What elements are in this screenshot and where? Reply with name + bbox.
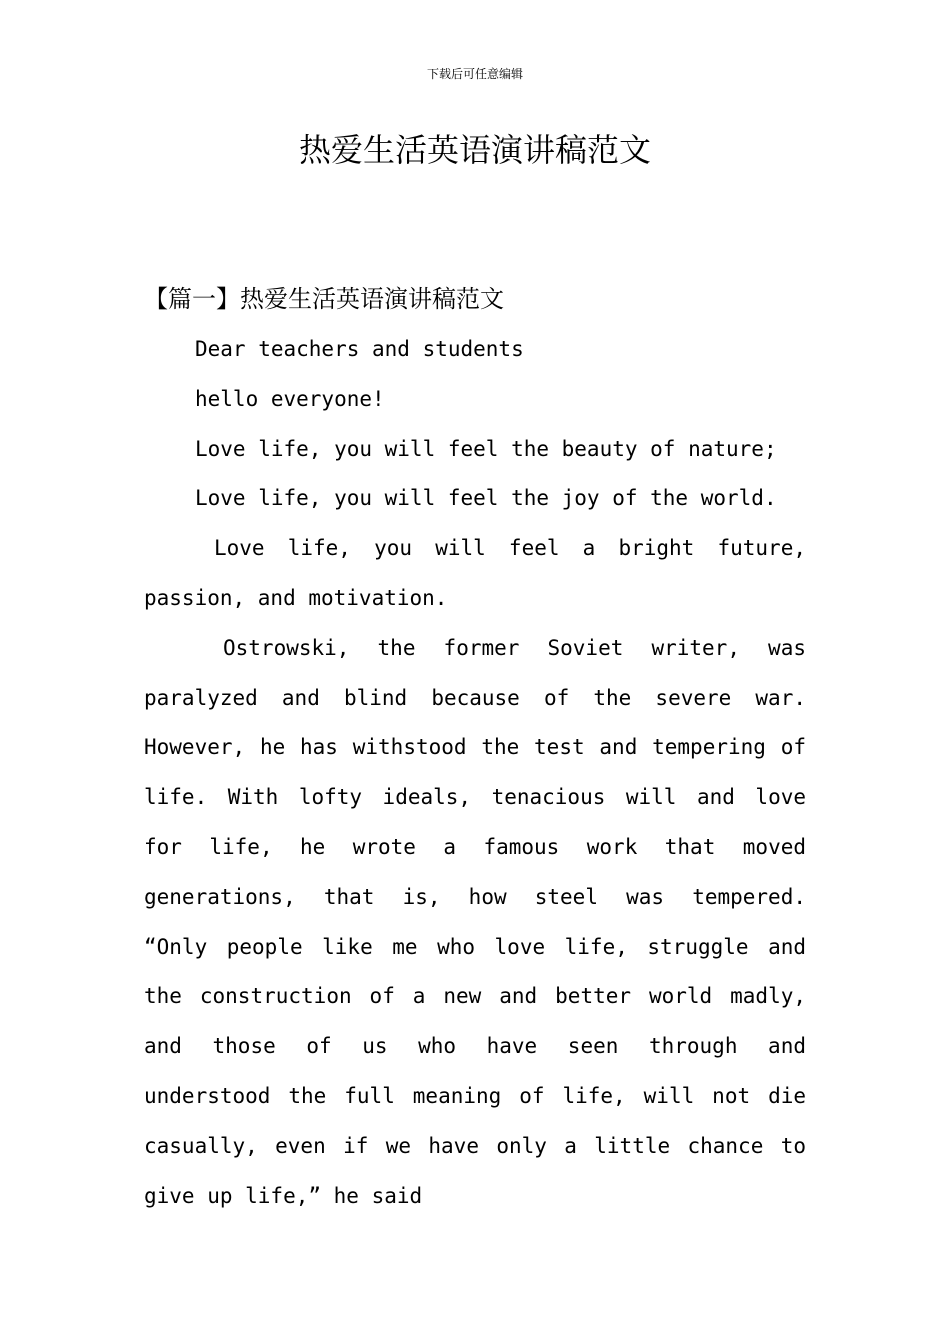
text-line: life. With lofty ideals, tenacious will and love [144, 785, 806, 810]
text-line: Love life, you will feel a bright future, [214, 536, 806, 561]
text-line: paralyzed and blind because of the severe war. [144, 685, 806, 710]
text-line: generations, that is, how steel was tempered. [144, 884, 806, 909]
section-heading: 【篇一】热爱生活英语演讲稿范文 [144, 285, 504, 313]
text-line: casually, even if we have only a little chance to [144, 1133, 806, 1158]
body-text [144, 325, 806, 1221]
text-line: give up life,” he said [144, 1183, 423, 1208]
text-line: Dear teachers and students [195, 337, 524, 361]
text-line: passion, and motivation. [144, 585, 448, 610]
text-line: Ostrowski, the former Soviet writer, was [223, 635, 806, 660]
page-title: 热爱生活英语演讲稿范文 [298, 131, 651, 169]
text-line: understood the full meaning of life, will not die [144, 1083, 806, 1108]
text-line: and those of us who have seen through and [144, 1034, 806, 1059]
text-line: for life, he wrote a famous work that moved [144, 834, 806, 859]
header-note: 下载后可任意编辑 [426, 67, 523, 81]
text-line: “Only people like me who love life, struggle and [144, 934, 806, 959]
text-line: Love life, you will feel the beauty of nature; [195, 436, 777, 461]
text-line: Love life, you will feel the joy of the world. [195, 486, 777, 511]
text-line: the construction of a new and better world madly, [144, 984, 806, 1009]
text-line: However, he has withstood the test and tempering of [144, 735, 806, 760]
text-line: hello everyone! [195, 386, 385, 411]
